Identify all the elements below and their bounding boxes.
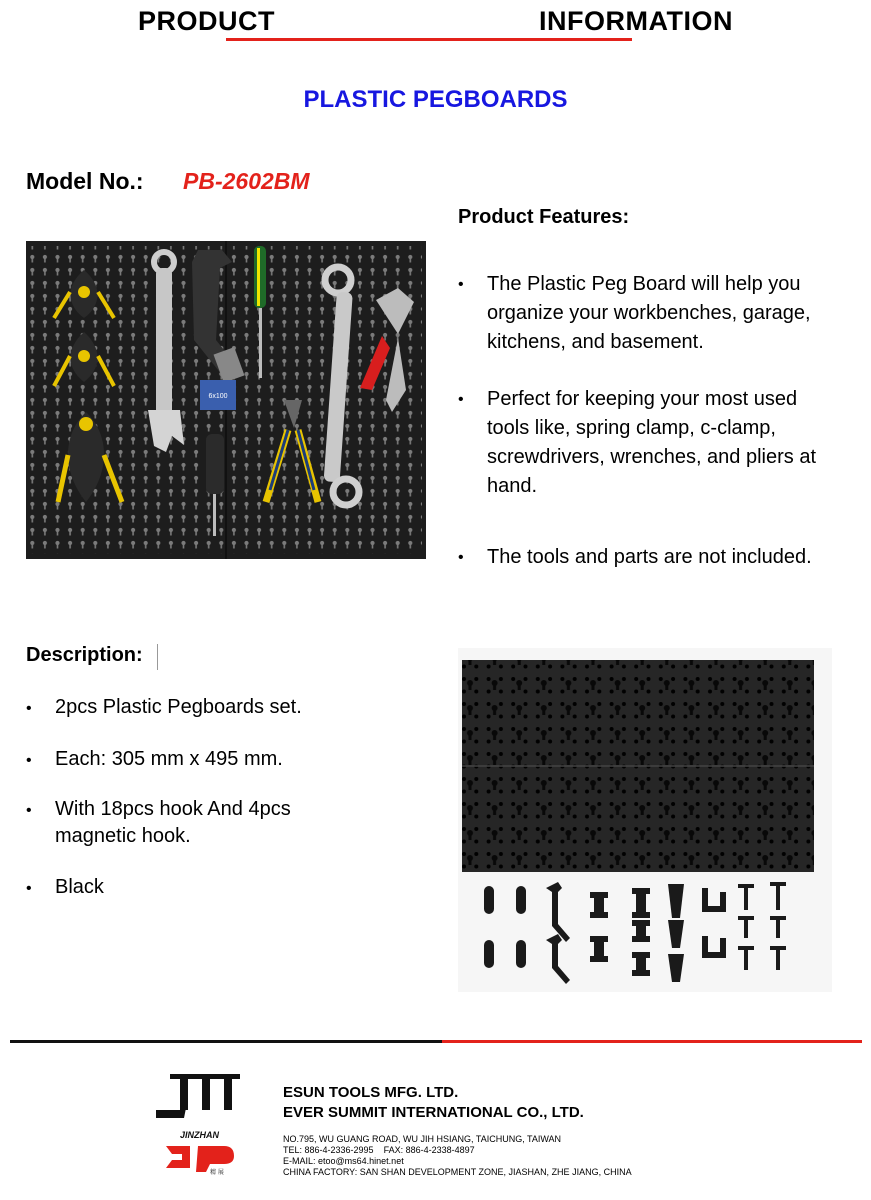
magnetic-hook-icon [516,940,526,968]
logo-text: JINZHAN [180,1130,220,1140]
company-name-secondary: EVER SUMMIT INTERNATIONAL CO., LTD. [283,1104,584,1121]
feature-item: • The Plastic Peg Board will help you organize your workbenches, garage, kitchens, and basement. [458,273,811,353]
magnetic-hook-icon [484,886,494,914]
logo-chinese: 精 展 [210,1169,224,1176]
screwdriver-tag-text: 6x100 [208,393,228,400]
company-name-primary: ESUN TOOLS MFG. LTD. [283,1084,459,1101]
model-label: Model No.: [26,168,144,194]
description-text: With 18pcs hook And 4pcs magnetic hook. [55,798,291,847]
description-item: • Each: 305 mm x 495 mm. [26,748,283,770]
description-text: 2pcs Plastic Pegboards set. [55,696,302,718]
feature-item: • The tools and parts are not included. [458,546,812,568]
feature-item: • Perfect for keeping your most used tools like, spring clamp, c-clamp, screwdrivers, wrenches, and pliers at hand. [458,388,817,497]
feature-text: Perfect for keeping your most used tools like, spring clamp, c-clamp, screwdrivers, wrenches, and pliers at hand. [487,388,817,497]
feature-text: The Plastic Peg Board will help you organize your workbenches, garage, kitchens, and basement. [487,273,811,353]
title-underline [226,38,632,41]
feature-text: The tools and parts are not included. [487,546,812,568]
description-text: Each: 305 mm x 495 mm. [55,748,283,770]
description-item: • With 18pcs hook And 4pcs magnetic hook. [26,798,291,847]
description-heading: Description: [26,644,143,666]
company-logo [150,1068,250,1176]
text-cursor-mark [157,644,158,670]
company-china-factory: CHINA FACTORY: SAN SHAN DEVELOPMENT ZONE, JIASHAN, ZHE JIANG, CHINA [283,1167,632,1177]
footer-rule [10,1040,442,1043]
description-item: • Black [26,876,104,898]
magnetic-hook-icon [484,940,494,968]
company-address: NO.795, WU GUANG ROAD, WU JIH HSIANG, TAICHUNG, TAIWAN [283,1134,562,1144]
pegboards-and-hooks-photo [458,648,832,992]
description-item: • 2pcs Plastic Pegboards set. [26,696,302,718]
company-email: E-MAIL: etoo@ms64.hinet.net [283,1156,404,1166]
pegboard-with-tools-photo [26,240,428,564]
footer-rule-accent [442,1040,862,1043]
document-title: PRODUCT INFORMATION [138,6,733,36]
company-tel-fax: TEL: 886-4-2336-2995 FAX: 886-4-2338-4897 [283,1145,475,1155]
model-number: PB-2602BM [183,168,310,194]
magnetic-hook-icon [516,886,526,914]
product-name: PLASTIC PEGBOARDS [303,86,568,113]
features-heading: Product Features: [458,206,630,228]
description-text: Black [55,876,104,898]
